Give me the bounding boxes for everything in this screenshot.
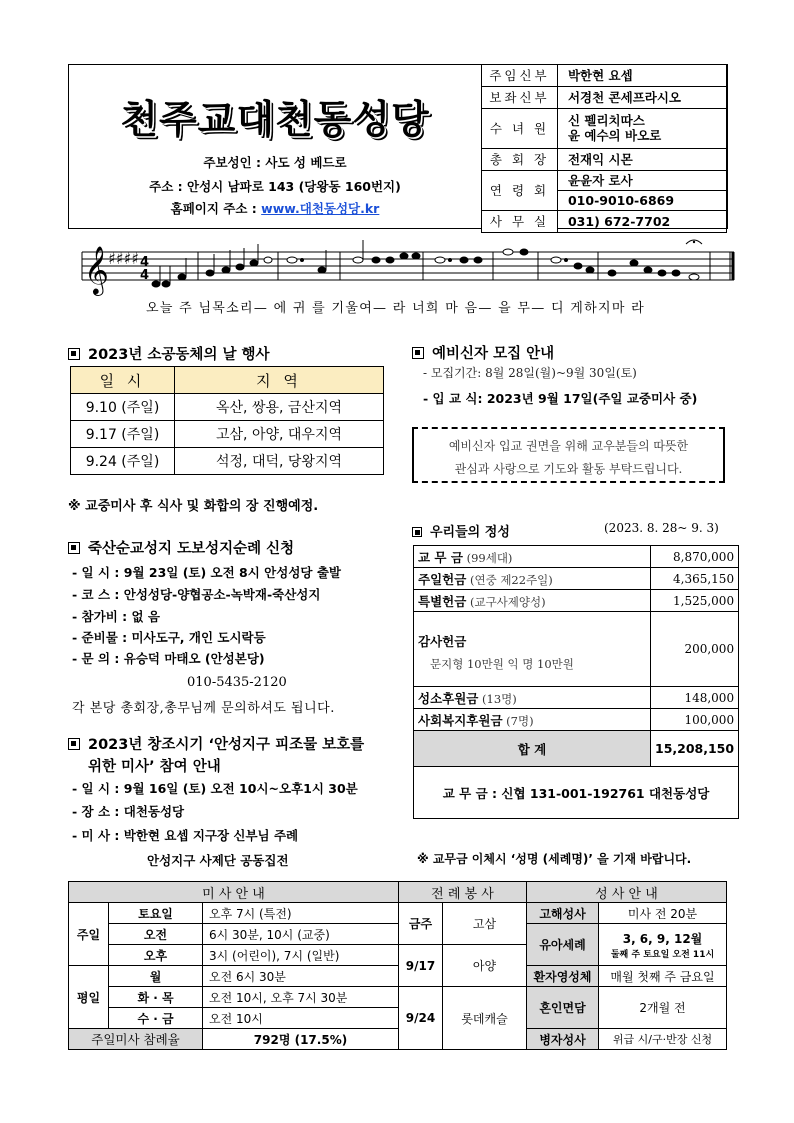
table-row <box>69 987 727 1008</box>
address: 주소 : 안성시 남파로 143 (당왕동 160번지) <box>149 179 401 194</box>
table-cell: 9.10 (주일) <box>71 394 175 421</box>
staff-name <box>557 108 726 148</box>
staff-role: 보좌신부 <box>482 86 558 108</box>
staff-role: 주임신부 <box>482 64 558 86</box>
staff-role: 수 녀 원 <box>482 108 558 148</box>
table-cell: 9.24 (주일) <box>71 448 175 475</box>
mass-header: 미 사 안 내 <box>69 882 399 903</box>
column-header: 지 역 <box>175 367 384 394</box>
sacrament-info: 2개월 전 <box>599 987 727 1029</box>
table-total-row <box>414 731 739 767</box>
svg-text:4: 4 <box>140 268 150 283</box>
hymn-lyrics: 오늘 주 님목소리— 에 귀 를 기울여— 라 너희 마 음— 을 무— 디 게하지마 라 <box>146 301 645 316</box>
table-row <box>414 590 739 612</box>
event-table <box>70 366 384 475</box>
staff-role: 총 회 장 <box>482 148 558 170</box>
staff-name: 031) 672-7702 <box>557 210 726 232</box>
pilgrimage-course: - 코 스 : 안성성당-양협공소-녹박재-죽산성지 <box>72 587 321 602</box>
square-bullet-icon <box>412 527 422 537</box>
offering-amount: 100,000 <box>651 709 739 731</box>
offering-amount: 1,525,000 <box>651 590 739 612</box>
square-bullet-icon <box>68 738 80 750</box>
square-bullet-icon <box>68 348 80 360</box>
serve-group: 롯데캐슬 <box>443 987 527 1050</box>
sacrament-info: 위급 시/구·반장 신청 <box>599 1029 727 1050</box>
catechumen-period: - 모집기간: 8월 28일(월)~9월 30일(토) <box>423 366 637 380</box>
column-header: 일 시 <box>71 367 175 394</box>
serve-date: 9/24 <box>399 987 443 1050</box>
creation-title-line2: 위한 미사’ 참여 안내 <box>88 759 221 775</box>
offering-label: 주일헌금 (연중 제22주일) <box>414 568 651 590</box>
staff-row <box>482 86 727 108</box>
offering-amount: 148,000 <box>651 687 739 709</box>
table-header-row <box>69 882 727 903</box>
pilgrimage-note: 각 본당 총회장,총무님께 문의하셔도 됩니다. <box>72 701 335 716</box>
staff-name-line: 신 펠리치따스 <box>567 113 645 128</box>
header-box <box>68 64 728 229</box>
staff-table <box>481 64 727 233</box>
pilgrimage-date: - 일 시 : 9월 23일 (토) 오전 8시 안성성당 출발 <box>72 565 341 580</box>
offerings-period: (2023. 8. 28~ 9. 3) <box>604 521 719 535</box>
table-row <box>69 903 727 924</box>
mass-time: 오후 7시 (특전) <box>203 903 399 924</box>
mass-time: 오전 6시 30분 <box>203 966 399 987</box>
pilgrimage-supplies: - 준비물 : 미사도구, 개인 도시락등 <box>72 630 266 645</box>
offering-amount: 4,365,150 <box>651 568 739 590</box>
serve-group: 고삼 <box>443 903 527 945</box>
sunday-label: 주일 <box>69 903 109 966</box>
staff-name: 전재익 시몬 <box>557 148 726 170</box>
catechumen-title: 예비신자 모집 안내 <box>412 342 554 363</box>
mass-day: 오후 <box>109 945 203 966</box>
table-cell: 고삼, 아양, 대우지역 <box>175 421 384 448</box>
offering-detail: 문지형 10만원 익 명 10만원 <box>430 657 574 671</box>
time-signature-icon: 4 <box>140 255 150 270</box>
sacrament-info: 매월 첫째 주 금요일 <box>599 966 727 987</box>
pilgrimage-fee: - 참가비 : 없 음 <box>72 609 160 624</box>
offering-label: 교 무 금 (99세대) <box>414 546 651 568</box>
square-bullet-icon <box>68 542 80 554</box>
event-section-title: 2023년 소공동체의 날 행사 <box>68 343 270 364</box>
table-cell: 석정, 대덕, 당왕지역 <box>175 448 384 475</box>
staff-row <box>482 210 727 232</box>
offering-label: 감사헌금 문지형 10만원 익 명 10만원 <box>414 612 651 687</box>
table-row <box>414 687 739 709</box>
serve-header: 전 례 봉 사 <box>399 882 527 903</box>
serve-date: 금주 <box>399 903 443 945</box>
mass-time: 오전 10시, 오후 7시 30분 <box>203 987 399 1008</box>
homepage <box>69 199 481 217</box>
table-row <box>69 924 727 945</box>
total-amount: 15,208,150 <box>651 731 739 767</box>
catechumen-ceremony: - 입 교 식: 2023년 9월 17일(주일 교중미사 중) <box>423 391 698 406</box>
creation-date: - 일 시 : 9월 16일 (토) 오전 10시~오후1시 30분 <box>72 781 358 796</box>
sacrament-info: 미사 전 20분 <box>599 903 727 924</box>
account-row <box>414 767 739 819</box>
table-row <box>414 612 739 687</box>
staff-name: 박한현 요셉 <box>557 64 726 86</box>
church-title: 천주교대천동성당 <box>120 98 430 143</box>
attendance-label: 주일미사 참례율 <box>69 1029 203 1050</box>
mass-time: 오전 10시 <box>203 1008 399 1029</box>
table-row <box>414 546 739 568</box>
serve-group: 아양 <box>443 945 527 987</box>
mass-day: 화 · 목 <box>109 987 203 1008</box>
staff-role: 사 무 실 <box>482 210 558 232</box>
account-info: 교 무 금 : 신협 131-001-192761 대천동성당 <box>414 767 739 819</box>
staff-name <box>557 170 726 210</box>
staff-role: 연 령 회 <box>482 170 558 210</box>
mass-time: 6시 30분, 10시 (교중) <box>203 924 399 945</box>
sacrament-name: 유아세례 <box>527 924 599 966</box>
creation-place: - 장 소 : 대천동성당 <box>72 804 185 819</box>
table-row <box>414 568 739 590</box>
sacrament-name: 환자영성체 <box>527 966 599 987</box>
sacrament-name: 고해성사 <box>527 903 599 924</box>
catechumen-notice-box <box>412 427 725 483</box>
table-row <box>69 966 727 987</box>
table-row <box>71 421 384 448</box>
sacrament-name: 혼인면담 <box>527 987 599 1029</box>
treble-clef-icon: 𝄞 <box>84 245 109 294</box>
table-cell: 옥산, 쌍용, 금산지역 <box>175 394 384 421</box>
offerings-note: ※ 교무금 이체시 ‘성명 (세례명)’ 을 기재 바랍니다. <box>417 852 692 866</box>
creation-mass: - 미 사 : 박한현 요셉 지구장 신부님 주례 <box>72 828 299 843</box>
mass-day: 토요일 <box>109 903 203 924</box>
mass-time: 3시 (어린이), 7시 (일반) <box>203 945 399 966</box>
serve-date: 9/17 <box>399 945 443 987</box>
staff-name-line: 윤윤자 로사 <box>558 171 726 191</box>
table-row <box>414 709 739 731</box>
pilgrimage-contact: - 문 의 : 유승덕 마태오 (안성본당) <box>72 651 265 666</box>
patron-saint: 주보성인 : 사도 성 베드로 <box>203 155 347 170</box>
offering-label: 성소후원금 (13명) <box>414 687 651 709</box>
mass-day: 월 <box>109 966 203 987</box>
table-row <box>69 1029 727 1050</box>
staff-row <box>482 148 727 170</box>
staff-name-line: 010-9010-6869 <box>567 192 675 208</box>
staff-name-line: 윤 예수의 바오로 <box>567 128 662 143</box>
staff-row <box>482 170 727 210</box>
total-label: 합 계 <box>414 731 651 767</box>
mass-day: 수 · 금 <box>109 1008 203 1029</box>
offerings-title: 우리들의 정성 <box>412 521 510 540</box>
offering-label: 사회복지후원금 (7명) <box>414 709 651 731</box>
table-header-row <box>71 367 384 394</box>
staff-row <box>482 108 727 148</box>
notice-line: 예비신자 입교 권면을 위해 교우분들의 따뜻한 <box>448 439 689 453</box>
table-row <box>71 394 384 421</box>
mass-day: 오전 <box>109 924 203 945</box>
event-note: ※ 교중미사 후 식사 및 화합의 장 진행예정. <box>68 499 319 514</box>
attendance-value: 792명 (17.5%) <box>203 1029 399 1050</box>
square-bullet-icon <box>412 347 424 359</box>
pilgrimage-phone: 010-5435-2120 <box>187 675 287 690</box>
sacrament-info: 3, 6, 9, 12월 둘째 주 토요일 오전 11시 <box>599 924 727 966</box>
homepage-label: 홈페이지 주소 : <box>170 201 262 216</box>
weekday-label: 평일 <box>69 966 109 1029</box>
pilgrimage-title: 죽산순교성지 도보성지순례 신청 <box>68 537 294 558</box>
table-row <box>71 448 384 475</box>
key-signature-icon: ♯♯♯♯ <box>108 249 139 268</box>
mass-table <box>68 881 727 1050</box>
notice-line: 관심과 사랑으로 기도와 활동 부탁드립니다. <box>454 462 683 476</box>
creation-concelebration: 안성지구 사제단 공동집전 <box>147 853 289 868</box>
staff-row <box>482 64 727 86</box>
staff-name: 서경천 콘세프라시오 <box>557 86 726 108</box>
offerings-table <box>413 545 739 819</box>
sacrament-name: 병자성사 <box>527 1029 599 1050</box>
offering-amount: 8,870,000 <box>651 546 739 568</box>
homepage-link[interactable]: www.대천동성당.kr <box>261 201 380 216</box>
sacrament-header: 성 사 안 내 <box>527 882 727 903</box>
table-cell: 9.17 (주일) <box>71 421 175 448</box>
offering-label: 특별헌금 (교구사제양성) <box>414 590 651 612</box>
offering-amount: 200,000 <box>651 612 739 687</box>
creation-title: 2023년 창조시기 ‘안성지구 피조물 보호를 <box>68 733 364 754</box>
